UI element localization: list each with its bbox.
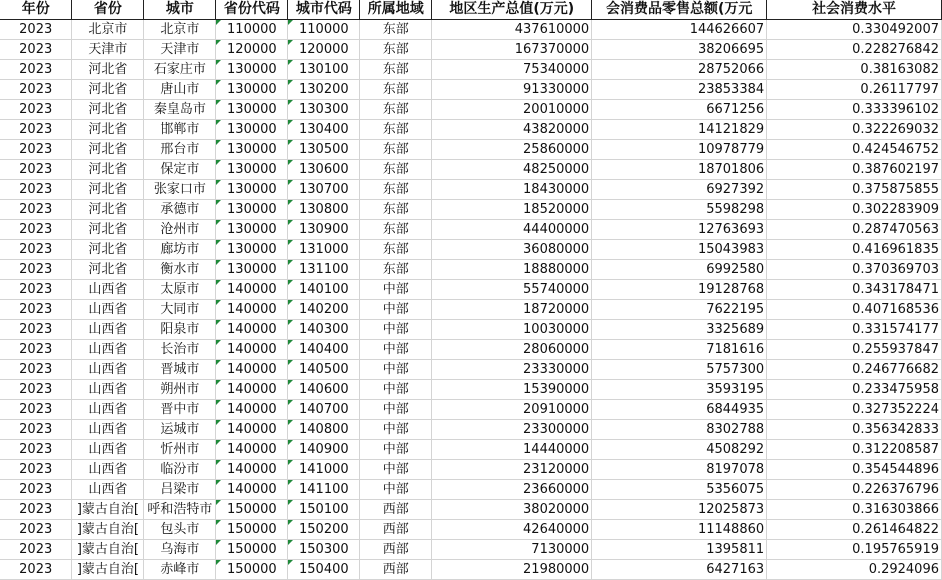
cell-province[interactable]: 山西省 (72, 280, 144, 300)
cell-retail-sales[interactable]: 6671256 (592, 100, 767, 120)
cell-year[interactable]: 2023 (0, 560, 72, 580)
cell-region[interactable]: 东部 (360, 260, 432, 280)
cell-province[interactable]: 山西省 (72, 480, 144, 500)
cell-gdp[interactable]: 167370000 (432, 40, 592, 60)
header-cell-province[interactable]: 省份 (72, 0, 144, 20)
cell-retail-sales[interactable]: 6927392 (592, 180, 767, 200)
cell-city-code[interactable]: 150200 (288, 520, 360, 540)
cell-retail-sales[interactable]: 23853384 (592, 80, 767, 100)
table-row (0, 420, 942, 440)
cell-city[interactable]: 承德市 (144, 200, 216, 220)
header-cell-city-code[interactable]: 城市代码 (288, 0, 360, 20)
cell-city[interactable]: 吕梁市 (144, 480, 216, 500)
cell-province-code[interactable]: 140000 (216, 320, 288, 340)
cell-year[interactable]: 2023 (0, 20, 72, 40)
cell-gdp[interactable]: 23300000 (432, 420, 592, 440)
cell-year[interactable]: 2023 (0, 340, 72, 360)
cell-region[interactable]: 中部 (360, 480, 432, 500)
cell-year[interactable]: 2023 (0, 80, 72, 100)
cell-retail-sales[interactable]: 6427163 (592, 560, 767, 580)
cell-city-code[interactable]: 140200 (288, 300, 360, 320)
cell-retail-sales[interactable]: 8302788 (592, 420, 767, 440)
cell-province[interactable]: 河北省 (72, 60, 144, 80)
cell-city[interactable]: 张家口市 (144, 180, 216, 200)
cell-city[interactable]: 邯郸市 (144, 120, 216, 140)
cell-consumption-level[interactable]: 0.343178471 (767, 280, 942, 300)
cell-province-code[interactable]: 140000 (216, 280, 288, 300)
cell-city[interactable]: 临汾市 (144, 460, 216, 480)
cell-city-code[interactable]: 140400 (288, 340, 360, 360)
cell-province-code[interactable]: 150000 (216, 520, 288, 540)
cell-city-code[interactable]: 130700 (288, 180, 360, 200)
cell-province[interactable]: 河北省 (72, 200, 144, 220)
cell-consumption-level[interactable]: 0.316303866 (767, 500, 942, 520)
cell-city[interactable]: 赤峰市 (144, 560, 216, 580)
cell-city-code[interactable]: 130100 (288, 60, 360, 80)
cell-retail-sales[interactable]: 1395811 (592, 540, 767, 560)
cell-gdp[interactable]: 28060000 (432, 340, 592, 360)
cell-gdp[interactable]: 20010000 (432, 100, 592, 120)
cell-city-code[interactable]: 131000 (288, 240, 360, 260)
cell-year[interactable]: 2023 (0, 40, 72, 60)
cell-gdp[interactable]: 18880000 (432, 260, 592, 280)
cell-gdp[interactable]: 21980000 (432, 560, 592, 580)
cell-consumption-level[interactable]: 0.333396102 (767, 100, 942, 120)
cell-city[interactable]: 运城市 (144, 420, 216, 440)
cell-city[interactable]: 北京市 (144, 20, 216, 40)
cell-city-code[interactable]: 140500 (288, 360, 360, 380)
cell-year[interactable]: 2023 (0, 420, 72, 440)
table-row (0, 320, 942, 340)
cell-city[interactable]: 乌海市 (144, 540, 216, 560)
cell-city[interactable]: 太原市 (144, 280, 216, 300)
cell-city-code[interactable]: 141100 (288, 480, 360, 500)
header-row (0, 0, 942, 20)
cell-year[interactable]: 2023 (0, 100, 72, 120)
cell-consumption-level[interactable]: 0.370369703 (767, 260, 942, 280)
cell-province[interactable]: 河北省 (72, 180, 144, 200)
cell-city-code[interactable]: 130200 (288, 80, 360, 100)
cell-city[interactable]: 廊坊市 (144, 240, 216, 260)
header-cell-region[interactable]: 所属地域 (360, 0, 432, 20)
cell-consumption-level[interactable]: 0.356342833 (767, 420, 942, 440)
cell-retail-sales[interactable]: 6844935 (592, 400, 767, 420)
cell-province[interactable]: ]蒙古自治[ (72, 560, 144, 580)
cell-city[interactable]: 包头市 (144, 520, 216, 540)
table-row (0, 220, 942, 240)
table-row (0, 200, 942, 220)
cell-gdp[interactable]: 23330000 (432, 360, 592, 380)
table-row (0, 380, 942, 400)
cell-retail-sales[interactable]: 3593195 (592, 380, 767, 400)
table-row (0, 360, 942, 380)
cell-city[interactable]: 晋中市 (144, 400, 216, 420)
header-cell-city[interactable]: 城市 (144, 0, 216, 20)
cell-region[interactable]: 西部 (360, 560, 432, 580)
cell-region[interactable]: 东部 (360, 60, 432, 80)
cell-gdp[interactable]: 43820000 (432, 120, 592, 140)
cell-retail-sales[interactable]: 19128768 (592, 280, 767, 300)
cell-province-code[interactable]: 130000 (216, 100, 288, 120)
cell-province[interactable]: ]蒙古自治[ (72, 540, 144, 560)
cell-city[interactable]: 秦皇岛市 (144, 100, 216, 120)
table-row (0, 160, 942, 180)
cell-gdp[interactable]: 18430000 (432, 180, 592, 200)
cell-province[interactable]: 山西省 (72, 400, 144, 420)
cell-province-code[interactable]: 150000 (216, 500, 288, 520)
cell-year[interactable]: 2023 (0, 360, 72, 380)
cell-province-code[interactable]: 150000 (216, 560, 288, 580)
table-row (0, 80, 942, 100)
cell-province[interactable]: 河北省 (72, 220, 144, 240)
cell-region[interactable]: 中部 (360, 280, 432, 300)
cell-consumption-level[interactable]: 0.322269032 (767, 120, 942, 140)
cell-consumption-level[interactable]: 0.312208587 (767, 440, 942, 460)
cell-province[interactable]: 河北省 (72, 160, 144, 180)
cell-year[interactable]: 2023 (0, 200, 72, 220)
cell-retail-sales[interactable]: 7622195 (592, 300, 767, 320)
cell-consumption-level[interactable]: 0.226376796 (767, 480, 942, 500)
cell-consumption-level[interactable]: 0.424546752 (767, 140, 942, 160)
cell-province[interactable]: 河北省 (72, 80, 144, 100)
cell-retail-sales[interactable]: 14121829 (592, 120, 767, 140)
cell-retail-sales[interactable]: 11148860 (592, 520, 767, 540)
cell-consumption-level[interactable]: 0.375875855 (767, 180, 942, 200)
cell-province-code[interactable]: 140000 (216, 360, 288, 380)
table-row (0, 140, 942, 160)
cell-province-code[interactable]: 140000 (216, 340, 288, 360)
cell-consumption-level[interactable]: 0.407168536 (767, 300, 942, 320)
cell-consumption-level[interactable]: 0.195765919 (767, 540, 942, 560)
cell-gdp[interactable]: 437610000 (432, 20, 592, 40)
cell-city[interactable]: 呼和浩特市 (144, 500, 216, 520)
cell-retail-sales[interactable]: 6992580 (592, 260, 767, 280)
cell-region[interactable]: 中部 (360, 460, 432, 480)
cell-consumption-level[interactable]: 0.2924096 (767, 560, 942, 580)
cell-city-code[interactable]: 150400 (288, 560, 360, 580)
table-row (0, 100, 942, 120)
cell-city[interactable]: 邢台市 (144, 140, 216, 160)
cell-province-code[interactable]: 110000 (216, 20, 288, 40)
cell-retail-sales[interactable]: 3325689 (592, 320, 767, 340)
cell-city[interactable]: 忻州市 (144, 440, 216, 460)
cell-consumption-level[interactable]: 0.387602197 (767, 160, 942, 180)
cell-year[interactable]: 2023 (0, 440, 72, 460)
cell-province[interactable]: 河北省 (72, 140, 144, 160)
cell-city-code[interactable]: 140600 (288, 380, 360, 400)
cell-province-code[interactable]: 130000 (216, 160, 288, 180)
table-row (0, 180, 942, 200)
cell-gdp[interactable]: 20910000 (432, 400, 592, 420)
cell-province-code[interactable]: 140000 (216, 400, 288, 420)
cell-year[interactable]: 2023 (0, 280, 72, 300)
cell-consumption-level[interactable]: 0.261464822 (767, 520, 942, 540)
cell-city-code[interactable]: 130800 (288, 200, 360, 220)
cell-year[interactable]: 2023 (0, 460, 72, 480)
cell-city[interactable]: 保定市 (144, 160, 216, 180)
cell-region[interactable]: 东部 (360, 240, 432, 260)
cell-region[interactable]: 东部 (360, 20, 432, 40)
cell-city-code[interactable]: 130500 (288, 140, 360, 160)
header-cell-retail-sales[interactable]: 会消费品零售总额(万元 (592, 0, 767, 20)
cell-province[interactable]: 山西省 (72, 440, 144, 460)
table-row (0, 440, 942, 460)
cell-province-code[interactable]: 130000 (216, 60, 288, 80)
cell-retail-sales[interactable]: 15043983 (592, 240, 767, 260)
cell-province[interactable]: 河北省 (72, 260, 144, 280)
table-row (0, 300, 942, 320)
cell-consumption-level[interactable]: 0.246776682 (767, 360, 942, 380)
cell-region[interactable]: 中部 (360, 300, 432, 320)
cell-province-code[interactable]: 130000 (216, 240, 288, 260)
cell-year[interactable]: 2023 (0, 120, 72, 140)
cell-city-code[interactable]: 130600 (288, 160, 360, 180)
table-row (0, 340, 942, 360)
table-row (0, 280, 942, 300)
cell-city-code[interactable]: 140300 (288, 320, 360, 340)
cell-retail-sales[interactable]: 10978779 (592, 140, 767, 160)
cell-province-code[interactable]: 140000 (216, 380, 288, 400)
table-row (0, 60, 942, 80)
cell-retail-sales[interactable]: 5757300 (592, 360, 767, 380)
cell-consumption-level[interactable]: 0.26117797 (767, 80, 942, 100)
cell-region[interactable]: 东部 (360, 200, 432, 220)
cell-city[interactable]: 朔州市 (144, 380, 216, 400)
cell-province-code[interactable]: 140000 (216, 440, 288, 460)
cell-region[interactable]: 东部 (360, 220, 432, 240)
cell-gdp[interactable]: 38020000 (432, 500, 592, 520)
cell-province[interactable]: 山西省 (72, 340, 144, 360)
cell-province[interactable]: 山西省 (72, 320, 144, 340)
cell-city[interactable]: 阳泉市 (144, 320, 216, 340)
cell-retail-sales[interactable]: 12025873 (592, 500, 767, 520)
cell-retail-sales[interactable]: 144626607 (592, 20, 767, 40)
cell-province[interactable]: 河北省 (72, 120, 144, 140)
cell-gdp[interactable]: 75340000 (432, 60, 592, 80)
cell-year[interactable]: 2023 (0, 260, 72, 280)
cell-province[interactable]: 山西省 (72, 300, 144, 320)
cell-province-code[interactable]: 130000 (216, 200, 288, 220)
cell-gdp[interactable]: 42640000 (432, 520, 592, 540)
cell-year[interactable]: 2023 (0, 520, 72, 540)
cell-retail-sales[interactable]: 7181616 (592, 340, 767, 360)
cell-province-code[interactable]: 140000 (216, 420, 288, 440)
cell-city[interactable]: 晋城市 (144, 360, 216, 380)
header-cell-province-code[interactable]: 省份代码 (216, 0, 288, 20)
cell-region[interactable]: 中部 (360, 420, 432, 440)
cell-year[interactable]: 2023 (0, 500, 72, 520)
cell-region[interactable]: 中部 (360, 400, 432, 420)
cell-gdp[interactable]: 10030000 (432, 320, 592, 340)
cell-retail-sales[interactable]: 5356075 (592, 480, 767, 500)
cell-region[interactable]: 东部 (360, 80, 432, 100)
cell-year[interactable]: 2023 (0, 60, 72, 80)
cell-city-code[interactable]: 131100 (288, 260, 360, 280)
cell-province-code[interactable]: 130000 (216, 120, 288, 140)
cell-province[interactable]: 河北省 (72, 100, 144, 120)
cell-province-code[interactable]: 140000 (216, 300, 288, 320)
cell-region[interactable]: 中部 (360, 360, 432, 380)
cell-city[interactable]: 衡水市 (144, 260, 216, 280)
cell-gdp[interactable]: 55740000 (432, 280, 592, 300)
cell-consumption-level[interactable]: 0.255937847 (767, 340, 942, 360)
cell-city-code[interactable]: 140100 (288, 280, 360, 300)
cell-city-code[interactable]: 140700 (288, 400, 360, 420)
cell-year[interactable]: 2023 (0, 300, 72, 320)
cell-region[interactable]: 东部 (360, 160, 432, 180)
cell-year[interactable]: 2023 (0, 380, 72, 400)
table-row (0, 460, 942, 480)
cell-province-code[interactable]: 130000 (216, 140, 288, 160)
cell-retail-sales[interactable]: 5598298 (592, 200, 767, 220)
cell-retail-sales[interactable]: 28752066 (592, 60, 767, 80)
cell-consumption-level[interactable]: 0.331574177 (767, 320, 942, 340)
cell-province[interactable]: 山西省 (72, 420, 144, 440)
cell-year[interactable]: 2023 (0, 400, 72, 420)
cell-province-code[interactable]: 120000 (216, 40, 288, 60)
cell-region[interactable]: 中部 (360, 380, 432, 400)
cell-province-code[interactable]: 130000 (216, 220, 288, 240)
cell-city-code[interactable]: 150100 (288, 500, 360, 520)
cell-region[interactable]: 东部 (360, 120, 432, 140)
cell-city-code[interactable]: 141000 (288, 460, 360, 480)
cell-province-code[interactable]: 150000 (216, 540, 288, 560)
header-cell-year[interactable]: 年份 (0, 0, 72, 20)
cell-year[interactable]: 2023 (0, 220, 72, 240)
table-row (0, 40, 942, 60)
cell-region[interactable]: 东部 (360, 140, 432, 160)
cell-city[interactable]: 大同市 (144, 300, 216, 320)
cell-consumption-level[interactable]: 0.354544896 (767, 460, 942, 480)
cell-province[interactable]: 河北省 (72, 240, 144, 260)
cell-province-code[interactable]: 130000 (216, 260, 288, 280)
cell-city[interactable]: 沧州市 (144, 220, 216, 240)
cell-city-code[interactable]: 130300 (288, 100, 360, 120)
cell-city[interactable]: 石家庄市 (144, 60, 216, 80)
cell-province-code[interactable]: 130000 (216, 180, 288, 200)
cell-city-code[interactable]: 110000 (288, 20, 360, 40)
table-row (0, 480, 942, 500)
cell-region[interactable]: 西部 (360, 520, 432, 540)
cell-province-code[interactable]: 130000 (216, 80, 288, 100)
cell-gdp[interactable]: 7130000 (432, 540, 592, 560)
cell-gdp[interactable]: 23120000 (432, 460, 592, 480)
cell-year[interactable]: 2023 (0, 180, 72, 200)
cell-retail-sales[interactable]: 18701806 (592, 160, 767, 180)
cell-year[interactable]: 2023 (0, 320, 72, 340)
cell-gdp[interactable]: 36080000 (432, 240, 592, 260)
cell-province[interactable]: 山西省 (72, 380, 144, 400)
cell-gdp[interactable]: 23660000 (432, 480, 592, 500)
cell-consumption-level[interactable]: 0.330492007 (767, 20, 942, 40)
table-row (0, 400, 942, 420)
cell-year[interactable]: 2023 (0, 480, 72, 500)
cell-province[interactable]: 天津市 (72, 40, 144, 60)
cell-year[interactable]: 2023 (0, 240, 72, 260)
cell-year[interactable]: 2023 (0, 160, 72, 180)
header-cell-consumption-level[interactable]: 社会消费水平 (767, 0, 942, 20)
table-row (0, 240, 942, 260)
cell-region[interactable]: 中部 (360, 320, 432, 340)
cell-gdp[interactable]: 18520000 (432, 200, 592, 220)
cell-province[interactable]: ]蒙古自治[ (72, 520, 144, 540)
cell-gdp[interactable]: 18720000 (432, 300, 592, 320)
cell-gdp[interactable]: 15390000 (432, 380, 592, 400)
cell-city[interactable]: 长治市 (144, 340, 216, 360)
cell-region[interactable]: 东部 (360, 180, 432, 200)
cell-province-code[interactable]: 140000 (216, 460, 288, 480)
table-row (0, 120, 942, 140)
cell-gdp[interactable]: 44400000 (432, 220, 592, 240)
cell-consumption-level[interactable]: 0.327352224 (767, 400, 942, 420)
cell-consumption-level[interactable]: 0.416961835 (767, 240, 942, 260)
table-row (0, 560, 942, 580)
header-cell-gdp[interactable]: 地区生产总值(万元) (432, 0, 592, 20)
cell-province[interactable]: 山西省 (72, 360, 144, 380)
cell-consumption-level[interactable]: 0.302283909 (767, 200, 942, 220)
cell-gdp[interactable]: 91330000 (432, 80, 592, 100)
cell-region[interactable]: 东部 (360, 100, 432, 120)
cell-year[interactable]: 2023 (0, 140, 72, 160)
cell-city-code[interactable]: 140900 (288, 440, 360, 460)
table-row (0, 520, 942, 540)
table-row (0, 260, 942, 280)
cell-consumption-level[interactable]: 0.38163082 (767, 60, 942, 80)
cell-consumption-level[interactable]: 0.233475958 (767, 380, 942, 400)
cell-gdp[interactable]: 14440000 (432, 440, 592, 460)
cell-region[interactable]: 中部 (360, 440, 432, 460)
cell-retail-sales[interactable]: 8197078 (592, 460, 767, 480)
cell-province[interactable]: ]蒙古自治[ (72, 500, 144, 520)
cell-year[interactable]: 2023 (0, 540, 72, 560)
cell-consumption-level[interactable]: 0.287470563 (767, 220, 942, 240)
cell-region[interactable]: 西部 (360, 540, 432, 560)
cell-consumption-level[interactable]: 0.228276842 (767, 40, 942, 60)
cell-gdp[interactable]: 25860000 (432, 140, 592, 160)
cell-province[interactable]: 北京市 (72, 20, 144, 40)
cell-city-code[interactable]: 150300 (288, 540, 360, 560)
cell-retail-sales[interactable]: 38206695 (592, 40, 767, 60)
cell-region[interactable]: 西部 (360, 500, 432, 520)
table-row (0, 500, 942, 520)
cell-region[interactable]: 中部 (360, 340, 432, 360)
cell-city[interactable]: 唐山市 (144, 80, 216, 100)
table-row (0, 20, 942, 40)
cell-city-code[interactable]: 140800 (288, 420, 360, 440)
cell-city-code[interactable]: 120000 (288, 40, 360, 60)
cell-retail-sales[interactable]: 12763693 (592, 220, 767, 240)
cell-city-code[interactable]: 130900 (288, 220, 360, 240)
cell-province[interactable]: 山西省 (72, 460, 144, 480)
cell-retail-sales[interactable]: 4508292 (592, 440, 767, 460)
cell-city[interactable]: 天津市 (144, 40, 216, 60)
cell-gdp[interactable]: 48250000 (432, 160, 592, 180)
cell-region[interactable]: 东部 (360, 40, 432, 60)
cell-province-code[interactable]: 140000 (216, 480, 288, 500)
cell-city-code[interactable]: 130400 (288, 120, 360, 140)
